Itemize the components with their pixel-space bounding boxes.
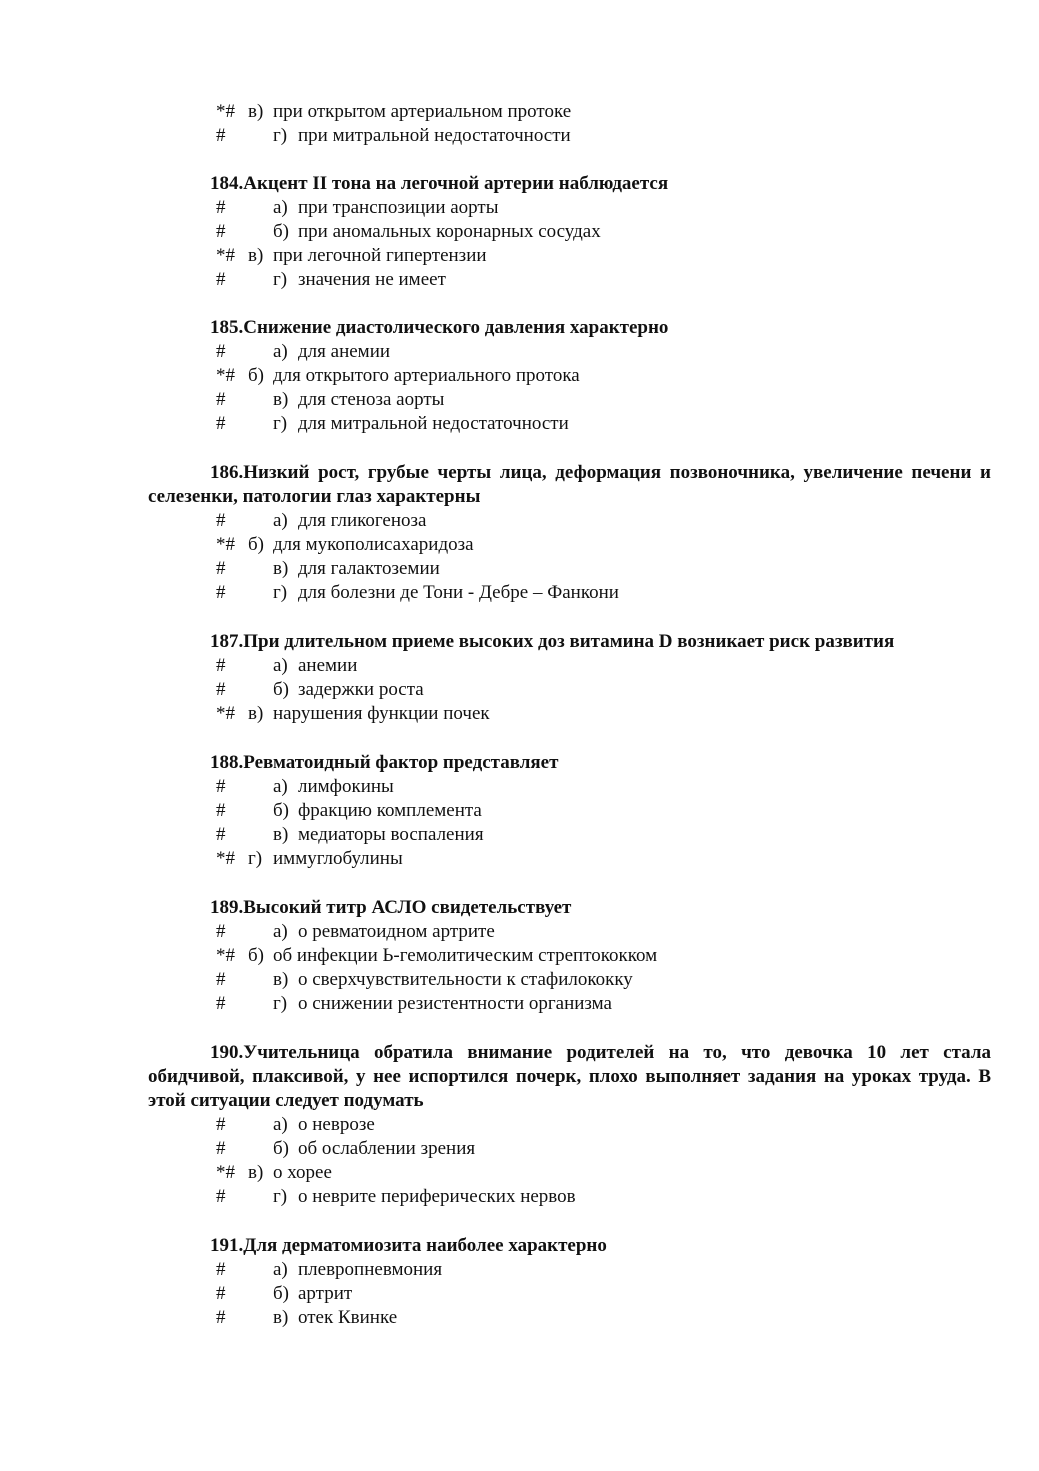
option-text: фракцию комплемента [298,800,482,821]
option-text: задержки роста [298,679,424,700]
answer-option [0,968,1039,992]
question-number: 185. [210,317,244,338]
question-heading [0,1234,1039,1258]
answer-option [0,1137,1039,1161]
option-letter: б) [248,534,264,555]
option-text: при транспозиции аорты [298,197,499,218]
option-letter: в) [273,558,289,579]
answer-option-correct [0,100,1039,124]
question-block-184 [0,172,1039,292]
option-text: об инфекции Ь-гемолитическим стрептококком [273,945,658,966]
answer-option [0,1282,1039,1306]
answer-option [0,581,1039,605]
option-text: о сверхчувствительности к стафилококку [298,969,633,990]
option-text: иммуглобулины [273,848,403,869]
answer-option-correct [0,847,1039,871]
answer-option-correct [0,533,1039,557]
answer-mark: # [216,969,226,990]
question-number: 188. [210,752,244,773]
answer-option [0,1185,1039,1209]
answer-group-183-tail [0,100,1039,148]
option-text: отек Квинке [298,1307,398,1328]
option-text: для открытого артериального протока [273,365,580,386]
answer-option [0,509,1039,533]
option-letter: б) [273,679,289,700]
question-text: Учительница обратила внимание родителей на то, что девочка 10 лет стала обидчивой, плаксивой, у нее испортился почерк, плохо выполняет задания на уроках труда. В этой ситуации следует подумать [148,1042,991,1111]
question-text: Высокий титр АСЛО свидетельствует [243,897,572,918]
answer-mark: # [216,655,226,676]
correct-answer-mark: *# [216,945,235,966]
option-text: о хорее [273,1162,332,1183]
option-letter: а) [273,197,288,218]
option-text: для мукополисахаридоза [273,534,474,555]
option-letter: в) [273,824,289,845]
answer-option [0,124,1039,148]
option-letter: а) [273,921,288,942]
question-block-188 [0,751,1039,871]
answer-option [0,1258,1039,1282]
option-letter: в) [248,101,264,122]
answer-mark: # [216,776,226,797]
answer-option [0,992,1039,1016]
option-text: при аномальных коронарных сосудах [298,221,601,242]
option-letter: в) [248,703,264,724]
answer-option [0,654,1039,678]
option-text: нарушения функции почек [273,703,490,724]
answer-mark: # [216,679,226,700]
answer-mark: # [216,1307,226,1328]
question-text: Для дерматомиозита наиболее характерно [243,1235,607,1256]
answer-mark: # [216,558,226,579]
answer-option [0,388,1039,412]
option-letter: б) [248,945,264,966]
question-number: 189. [210,897,244,918]
option-letter: а) [273,341,288,362]
option-text: лимфокины [298,776,394,797]
answer-option-correct [0,944,1039,968]
answer-mark: # [216,993,226,1014]
option-letter: в) [273,969,289,990]
question-block-191 [0,1234,1039,1330]
option-text: при легочной гипертензии [273,245,487,266]
option-text: для митральной недостаточности [298,413,569,434]
option-text: артрит [298,1283,353,1304]
question-number: 191. [210,1235,244,1256]
question-text: Снижение диастолического давления характерно [243,317,669,338]
option-letter: б) [273,221,289,242]
answer-mark: # [216,1186,226,1207]
option-text: плевропневмония [298,1259,443,1280]
option-letter: в) [248,1162,264,1183]
option-text: при открытом артериальном протоке [273,101,572,122]
option-text: для стеноза аорты [298,389,445,410]
correct-answer-mark: *# [216,245,235,266]
answer-mark: # [216,824,226,845]
option-letter: б) [273,800,289,821]
option-text: об ослаблении зрения [298,1138,476,1159]
answer-option-correct [0,702,1039,726]
correct-answer-mark: *# [216,101,235,122]
answer-option [0,1113,1039,1137]
answer-option-correct [0,364,1039,388]
answer-option [0,775,1039,799]
answer-option-correct [0,1161,1039,1185]
question-text: При длительном приеме высоких доз витамина D возникает риск развития [243,631,895,652]
option-letter: г) [273,993,288,1014]
option-letter: в) [273,1307,289,1328]
option-text: для гликогеноза [298,510,427,531]
question-block-186 [0,461,1039,605]
option-text: для галактоземии [298,558,440,579]
answer-mark: # [216,125,226,146]
answer-mark: # [216,269,226,290]
answer-mark: # [216,800,226,821]
correct-answer-mark: *# [216,534,235,555]
option-text: при митральной недостаточности [298,125,571,146]
answer-mark: # [216,1259,226,1280]
option-text: анемии [298,655,358,676]
option-letter: г) [273,1186,288,1207]
answer-mark: # [216,221,226,242]
option-letter: а) [273,655,288,676]
question-text: Низкий рост, грубые черты лица, деформация позвоночника, увеличение печени и селезенки, патологии глаз характерны [148,462,991,507]
answer-mark: # [216,1138,226,1159]
correct-answer-mark: *# [216,703,235,724]
question-block-190 [0,1041,1039,1209]
question-heading [0,172,1039,196]
question-text: Акцент II тона на легочной артерии наблюдается [243,173,669,194]
option-text: о снижении резистентности организма [298,993,612,1014]
option-letter: б) [248,365,264,386]
option-letter: г) [273,413,288,434]
question-heading [148,1041,991,1113]
option-text: о неврозе [298,1114,375,1135]
answer-mark: # [216,413,226,434]
option-letter: г) [273,582,288,603]
question-heading [0,630,1039,654]
option-letter: г) [273,269,288,290]
answer-mark: # [216,197,226,218]
option-letter: б) [273,1138,289,1159]
question-text: Ревматоидный фактор представляет [243,752,559,773]
answer-mark: # [216,510,226,531]
answer-option [0,678,1039,702]
answer-option [0,799,1039,823]
answer-option [0,196,1039,220]
question-heading [148,461,991,509]
answer-option [0,412,1039,436]
answer-mark: # [216,389,226,410]
question-number: 187. [210,631,244,652]
correct-answer-mark: *# [216,848,235,869]
option-letter: а) [273,1259,288,1280]
answer-option [0,1306,1039,1330]
option-text: для анемии [298,341,391,362]
answer-option [0,340,1039,364]
answer-option [0,268,1039,292]
question-heading [0,751,1039,775]
question-number: 190. [210,1042,244,1063]
answer-option-correct [0,244,1039,268]
answer-option [0,220,1039,244]
correct-answer-mark: *# [216,1162,235,1183]
option-letter: в) [273,389,289,410]
option-letter: а) [273,1114,288,1135]
option-letter: б) [273,1283,289,1304]
question-block-189 [0,896,1039,1016]
option-letter: а) [273,510,288,531]
answer-mark: # [216,921,226,942]
question-number: 186. [210,462,244,483]
option-letter: в) [248,245,264,266]
answer-mark: # [216,1114,226,1135]
option-text: значения не имеет [298,269,446,290]
option-text: о неврите периферических нервов [298,1186,576,1207]
question-block-187 [0,630,1039,726]
option-letter: г) [273,125,288,146]
answer-option [0,920,1039,944]
question-block-185 [0,316,1039,436]
option-text: медиаторы воспаления [298,824,484,845]
correct-answer-mark: *# [216,365,235,386]
answer-mark: # [216,341,226,362]
option-letter: а) [273,776,288,797]
question-heading [0,316,1039,340]
answer-option [0,823,1039,847]
question-number: 184. [210,173,244,194]
option-text: для болезни де Тони - Дебре – Фанкони [298,582,619,603]
answer-option [0,557,1039,581]
answer-mark: # [216,582,226,603]
option-text: о ревматоидном артрите [298,921,495,942]
question-heading [0,896,1039,920]
option-letter: г) [248,848,263,869]
answer-mark: # [216,1283,226,1304]
